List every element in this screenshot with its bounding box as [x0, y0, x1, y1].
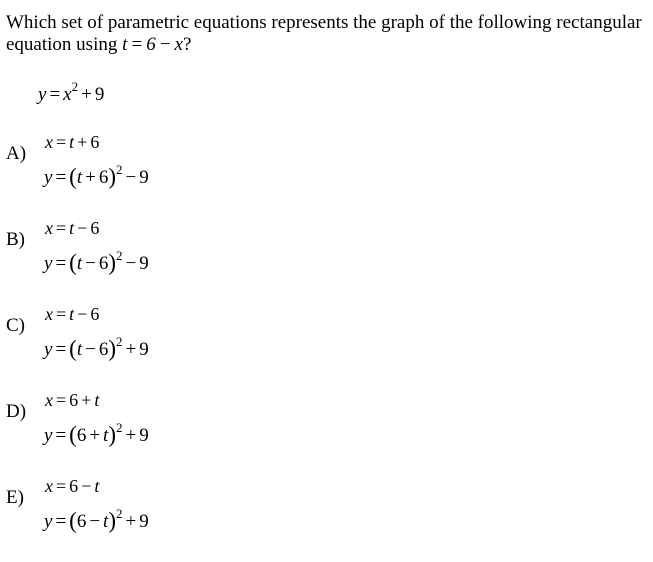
question-text-before: Which set of parametric equations represents the graph of the following rectangular equation using: [6, 12, 642, 55]
choice-e-x-equation: x = 6 − t: [45, 476, 100, 496]
choice-c-x-equation: x = t − 6: [45, 304, 100, 324]
choice-c-label[interactable]: C): [6, 315, 25, 336]
choice-a-x-equation: x = t + 6: [45, 132, 100, 152]
choice-c-y-equation: $y = (t - 6)^2 + 9$: [44, 334, 149, 361]
question-text-after: ?: [182, 34, 192, 55]
choice-d-label[interactable]: D): [6, 401, 27, 422]
choice-e-y-equation: $y = (6 - t)^2 + 9$: [44, 506, 149, 533]
choice-a-label[interactable]: A): [6, 143, 27, 164]
substitution-equation: t = 6 − x: [122, 34, 183, 55]
choice-b-x-equation: x = t − 6: [45, 218, 100, 238]
given-equation: $y = x^2 + 9$: [38, 79, 105, 105]
choice-b-y-equation: $y = (t - 6)^2 - 9$: [44, 248, 149, 275]
question-text: [6, 12, 646, 56]
choice-d-y-equation: $y = (6 + t)^2 + 9$: [44, 420, 149, 447]
choice-e-label[interactable]: E): [6, 487, 24, 508]
choice-d-x-equation: x = 6 + t: [45, 390, 100, 410]
choice-b-label[interactable]: B): [6, 229, 25, 250]
choice-a-y-equation: $y = (t + 6)^2 - 9$: [44, 162, 149, 189]
